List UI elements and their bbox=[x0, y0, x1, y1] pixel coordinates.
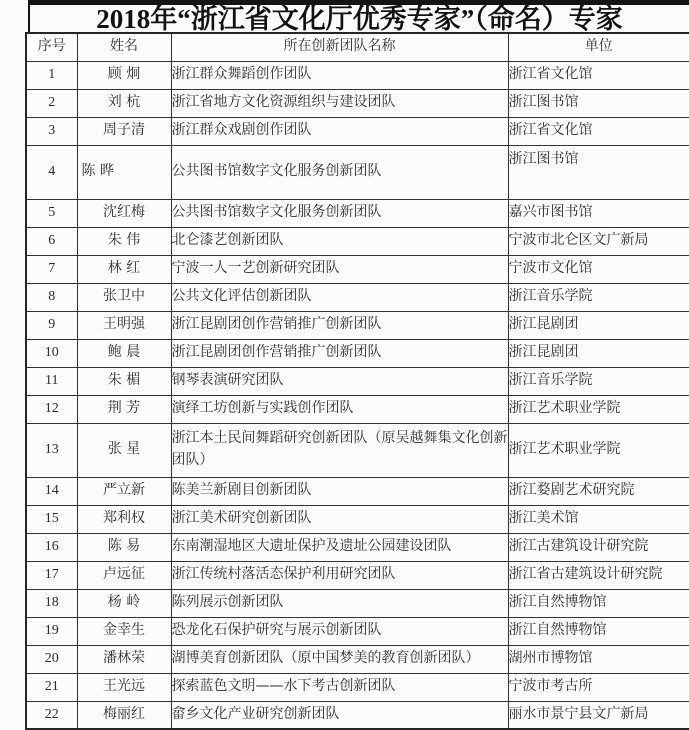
cell-team-name: 畲乡文化产业研究创新团队 bbox=[171, 701, 508, 729]
table-row bbox=[26, 227, 689, 255]
table-row bbox=[26, 701, 689, 729]
cell-name: 朱 楣 bbox=[77, 367, 171, 395]
cell-index: 11 bbox=[26, 367, 77, 395]
cell-index: 15 bbox=[26, 505, 77, 533]
table-row bbox=[26, 199, 689, 227]
cell-name: 金幸生 bbox=[77, 617, 171, 645]
cell-team-name: 浙江本土民间舞蹈研究创新团队（原吴越舞集文化创新团队） bbox=[171, 423, 508, 477]
cell-unit: 浙江图书馆 bbox=[508, 89, 689, 117]
table-row bbox=[26, 589, 689, 617]
cell-unit: 浙江省文化馆 bbox=[508, 61, 689, 89]
cell-team-name: 宁波一人一艺创新研究团队 bbox=[171, 255, 508, 283]
cell-unit: 浙江图书馆 bbox=[508, 145, 689, 199]
cell-team-name: 浙江群众戏剧创作团队 bbox=[171, 117, 508, 145]
cell-index: 17 bbox=[26, 561, 77, 589]
cell-team-name: 钢琴表演研究团队 bbox=[171, 367, 508, 395]
cell-unit: 浙江自然博物馆 bbox=[508, 589, 689, 617]
table-row bbox=[26, 617, 689, 645]
table-row bbox=[26, 255, 689, 283]
cell-unit: 浙江婺剧艺术研究院 bbox=[508, 477, 689, 505]
cell-index: 2 bbox=[26, 89, 77, 117]
cell-index: 5 bbox=[26, 199, 77, 227]
cell-team-name: 公共文化评估创新团队 bbox=[171, 283, 508, 311]
cell-team-name: 探索蓝色文明——水下考古创新团队 bbox=[171, 673, 508, 701]
cell-team-name: 演绎工坊创新与实践创作团队 bbox=[171, 395, 508, 423]
table-body bbox=[26, 61, 689, 729]
header-unit: 单位 bbox=[508, 33, 689, 61]
cell-unit: 丽水市景宁县文广新局 bbox=[508, 701, 689, 729]
cell-unit: 浙江省古建筑设计研究院 bbox=[508, 561, 689, 589]
cell-unit: 宁波市文化馆 bbox=[508, 255, 689, 283]
table-row bbox=[26, 423, 689, 477]
cell-team-name: 浙江省地方文化资源组织与建设团队 bbox=[171, 89, 508, 117]
cell-unit: 浙江自然博物馆 bbox=[508, 617, 689, 645]
cell-index: 20 bbox=[26, 645, 77, 673]
cell-name: 潘林荣 bbox=[77, 645, 171, 673]
table-row bbox=[26, 145, 689, 199]
table-row bbox=[26, 533, 689, 561]
cell-team-name: 恐龙化石保护研究与展示创新团队 bbox=[171, 617, 508, 645]
cell-unit: 嘉兴市图书馆 bbox=[508, 199, 689, 227]
cell-unit: 宁波市考古所 bbox=[508, 673, 689, 701]
table-row bbox=[26, 477, 689, 505]
cell-unit: 湖州市博物馆 bbox=[508, 645, 689, 673]
cell-index: 10 bbox=[26, 339, 77, 367]
cell-name: 张卫中 bbox=[77, 283, 171, 311]
cell-index: 7 bbox=[26, 255, 77, 283]
cell-index: 16 bbox=[26, 533, 77, 561]
cell-name: 刘 杭 bbox=[77, 89, 171, 117]
cell-name: 梅丽红 bbox=[77, 701, 171, 729]
cell-unit: 浙江昆剧团 bbox=[508, 311, 689, 339]
table-row bbox=[26, 505, 689, 533]
header-team-name: 所在创新团队名称 bbox=[171, 33, 508, 61]
table-row bbox=[26, 561, 689, 589]
experts-table bbox=[25, 32, 689, 730]
cell-name: 朱 伟 bbox=[77, 227, 171, 255]
cell-name: 陈 晔 bbox=[77, 145, 171, 199]
cell-name: 严立新 bbox=[77, 477, 171, 505]
cell-unit: 浙江音乐学院 bbox=[508, 283, 689, 311]
cell-name: 王明强 bbox=[77, 311, 171, 339]
cell-name: 荆 芳 bbox=[77, 395, 171, 423]
table-row bbox=[26, 61, 689, 89]
cell-index: 14 bbox=[26, 477, 77, 505]
table-row bbox=[26, 645, 689, 673]
cell-team-name: 陈美兰新剧目创新团队 bbox=[171, 477, 508, 505]
header-name: 姓名 bbox=[77, 33, 171, 61]
cell-team-name: 浙江昆剧团创作营销推广创新团队 bbox=[171, 311, 508, 339]
table-row bbox=[26, 339, 689, 367]
cell-index: 6 bbox=[26, 227, 77, 255]
cell-index: 18 bbox=[26, 589, 77, 617]
cell-unit: 浙江省文化馆 bbox=[508, 117, 689, 145]
cell-team-name: 浙江美术研究创新团队 bbox=[171, 505, 508, 533]
cell-name: 鲍 晨 bbox=[77, 339, 171, 367]
cell-unit: 浙江音乐学院 bbox=[508, 367, 689, 395]
cell-index: 3 bbox=[26, 117, 77, 145]
cell-name: 杨 岭 bbox=[77, 589, 171, 617]
cell-unit: 浙江古建筑设计研究院 bbox=[508, 533, 689, 561]
cell-name: 顾 炯 bbox=[77, 61, 171, 89]
cell-name: 沈红梅 bbox=[77, 199, 171, 227]
cell-name: 周子清 bbox=[77, 117, 171, 145]
cell-name: 张 星 bbox=[77, 423, 171, 477]
cell-team-name: 湖博美育创新团队（原中国梦美的教育创新团队） bbox=[171, 645, 508, 673]
cell-team-name: 公共图书馆数字文化服务创新团队 bbox=[171, 145, 508, 199]
cell-index: 12 bbox=[26, 395, 77, 423]
cell-index: 9 bbox=[26, 311, 77, 339]
cell-unit: 浙江艺术职业学院 bbox=[508, 423, 689, 477]
cell-team-name: 东南潮湿地区大遗址保护及遗址公园建设团队 bbox=[171, 533, 508, 561]
table-row bbox=[26, 367, 689, 395]
cell-team-name: 公共图书馆数字文化服务创新团队 bbox=[171, 199, 508, 227]
cell-unit: 浙江美术馆 bbox=[508, 505, 689, 533]
cell-index: 1 bbox=[26, 61, 77, 89]
table-row bbox=[26, 673, 689, 701]
cell-team-name: 浙江传统村落活态保护利用研究团队 bbox=[171, 561, 508, 589]
table-row bbox=[26, 311, 689, 339]
cell-index: 13 bbox=[26, 423, 77, 477]
cell-name: 卢远征 bbox=[77, 561, 171, 589]
table-row bbox=[26, 283, 689, 311]
cell-name: 王光远 bbox=[77, 673, 171, 701]
table-row bbox=[26, 117, 689, 145]
cell-team-name: 北仑漆艺创新团队 bbox=[171, 227, 508, 255]
cell-index: 4 bbox=[26, 145, 77, 199]
cell-team-name: 浙江昆剧团创作营销推广创新团队 bbox=[171, 339, 508, 367]
cell-index: 21 bbox=[26, 673, 77, 701]
cell-index: 19 bbox=[26, 617, 77, 645]
table-header-row bbox=[26, 33, 689, 61]
cell-index: 8 bbox=[26, 283, 77, 311]
page-title: 2018年“浙江省文化厅优秀专家”（命名）专家 bbox=[28, 0, 689, 32]
cell-team-name: 浙江群众舞蹈创作团队 bbox=[171, 61, 508, 89]
table-row bbox=[26, 89, 689, 117]
table-row bbox=[26, 395, 689, 423]
cell-team-name: 陈列展示创新团队 bbox=[171, 589, 508, 617]
cell-index: 22 bbox=[26, 701, 77, 729]
cell-name: 陈 易 bbox=[77, 533, 171, 561]
cell-unit: 浙江艺术职业学院 bbox=[508, 395, 689, 423]
cell-unit: 宁波市北仑区文广新局 bbox=[508, 227, 689, 255]
cell-name: 郑利权 bbox=[77, 505, 171, 533]
cell-name: 林 红 bbox=[77, 255, 171, 283]
cell-unit: 浙江昆剧团 bbox=[508, 339, 689, 367]
header-index: 序号 bbox=[26, 33, 77, 61]
